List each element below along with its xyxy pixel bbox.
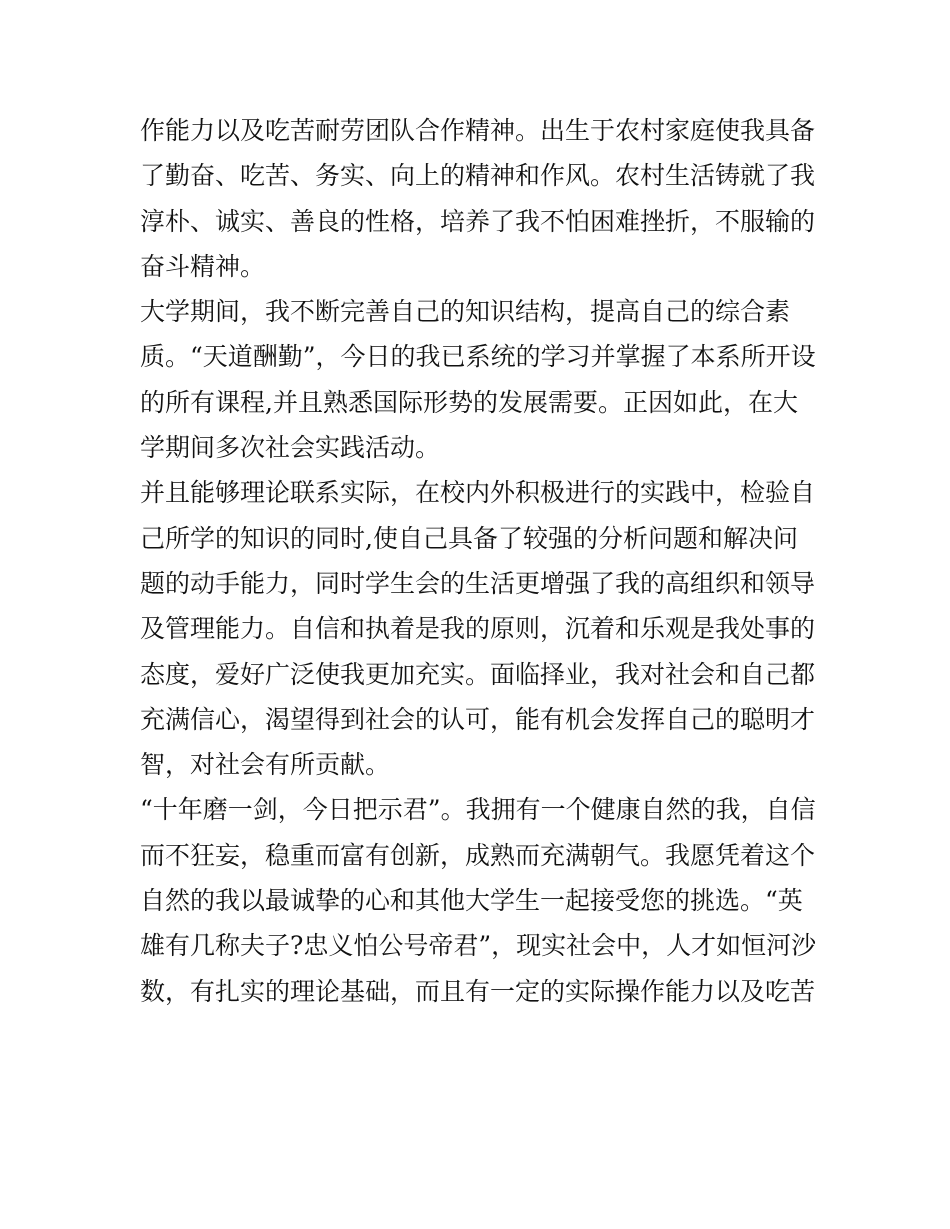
text-line: 充满信心，渴望得到社会的认可，能有机会发挥自己的聪明才 (140, 704, 816, 734)
text-line: 的所有课程,并且熟悉国际形势的发展需要。正因如此，在大 (140, 387, 798, 417)
text-line: 题的动手能力，同时学生会的生活更增强了我的高组织和领导 (140, 568, 816, 598)
text-line: 己所学的知识的同时,使自己具备了较强的分析问题和解决问 (140, 523, 798, 553)
text-line: 而不狂妄，稳重而富有创新，成熟而充满朝气。我愿凭着这个 (140, 840, 816, 870)
text-line: 奋斗精神。 (140, 251, 266, 281)
text-line: 并且能够理论联系实际，在校内外积极进行的实践中，检验自 (140, 478, 816, 508)
text-line: “十年磨一剑，今日把示君”。我拥有一个健康自然的我，自信 (140, 795, 816, 825)
text-line: 自然的我以最诚挚的心和其他大学生一起接受您的挑选。“英 (140, 886, 803, 916)
text-line: 数，有扎实的理论基础，而且有一定的实际操作能力以及吃苦 (140, 976, 816, 1006)
text-line: 淳朴、诚实、善良的性格，培养了我不怕困难挫折，不服输的 (140, 206, 816, 236)
text-line: 雄有几称夫子?忠义怕公号帝君”，现实社会中，人才如恒河沙 (140, 931, 817, 961)
text-line: 学期间多次社会实践活动。 (140, 433, 441, 463)
text-line: 作能力以及吃苦耐劳团队合作精神。出生于农村家庭使我具备 (140, 116, 816, 145)
text-line: 质。“天道酬勤”，今日的我已系统的学习并掌握了本系所开设 (140, 342, 816, 372)
text-line: 态度，爱好广泛使我更加充实。面临择业，我对社会和自己都 (140, 659, 816, 689)
text-line: 大学期间，我不断完善自己的知识结构，提高自己的综合素 (140, 297, 791, 327)
body-text (140, 108, 820, 1014)
text-line: 了勤奋、吃苦、务实、向上的精神和作风。农村生活铸就了我 (140, 161, 816, 191)
text-line: 及管理能力。自信和执着是我的原则，沉着和乐观是我处事的 (140, 614, 816, 644)
text-line: 智，对社会有所贡献。 (140, 750, 391, 780)
